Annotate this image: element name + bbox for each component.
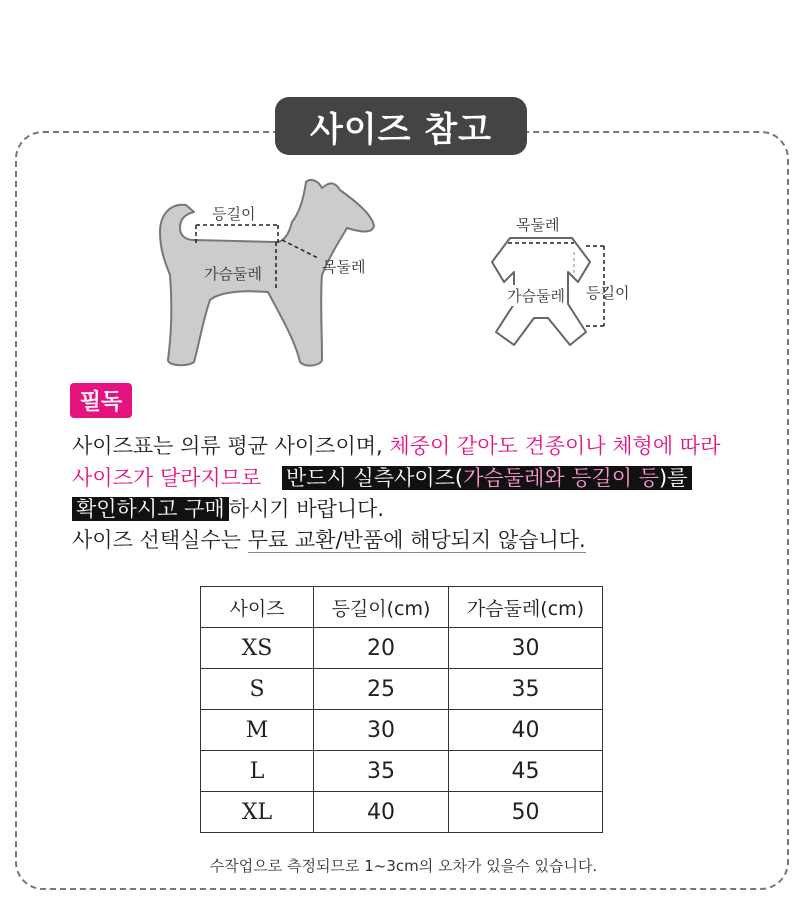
shirt-neck-label: 목둘레 <box>516 216 560 234</box>
dog-chest-label: 가슴둘레 <box>204 265 262 283</box>
footnote: 수작업으로 측정되므로 1~3cm의 오차가 있을수 있습니다. <box>209 857 598 875</box>
page-title: 사이즈 참고 <box>275 97 527 155</box>
table-row: M 30 40 <box>201 710 603 751</box>
shirt-back-length-label: 등길이 <box>586 284 630 302</box>
dog-neck-label: 목둘레 <box>322 258 366 276</box>
table-row: L 35 45 <box>201 751 603 792</box>
measurement-diagram <box>0 0 807 380</box>
highlight-measure: 반드시 실측사이즈(가슴둘레와 등길이 등)를 <box>282 466 692 490</box>
col-back-length: 등길이(cm) <box>314 587 449 628</box>
table-row: XS 20 30 <box>201 628 603 669</box>
notice-line-2: 사이즈가 달라지므로 반드시 실측사이즈(가슴둘레와 등길이 등)를 <box>72 462 692 492</box>
col-chest: 가슴둘레(cm) <box>449 587 603 628</box>
table-header-row <box>201 587 603 628</box>
dog-back-length-label: 등길이 <box>212 205 256 223</box>
notice-badge: 필독 <box>70 383 132 418</box>
notice-line-4: 사이즈 선택실수는 무료 교환/반품에 해당되지 않습니다. <box>72 528 586 552</box>
table-row: S 25 35 <box>201 669 603 710</box>
table-row: XL 40 50 <box>201 792 603 833</box>
shirt-chest-label: 가슴둘레 <box>507 287 565 305</box>
size-table <box>200 586 603 833</box>
highlight-confirm: 확인하시고 구매 <box>72 497 229 521</box>
col-size: 사이즈 <box>201 587 314 628</box>
notice-line-1: 사이즈표는 의류 평균 사이즈이며, 체중이 같아도 견종이나 체형에 따라 <box>72 434 721 458</box>
notice-line-3: 확인하시고 구매 하시기 바랍니다. <box>72 493 384 523</box>
